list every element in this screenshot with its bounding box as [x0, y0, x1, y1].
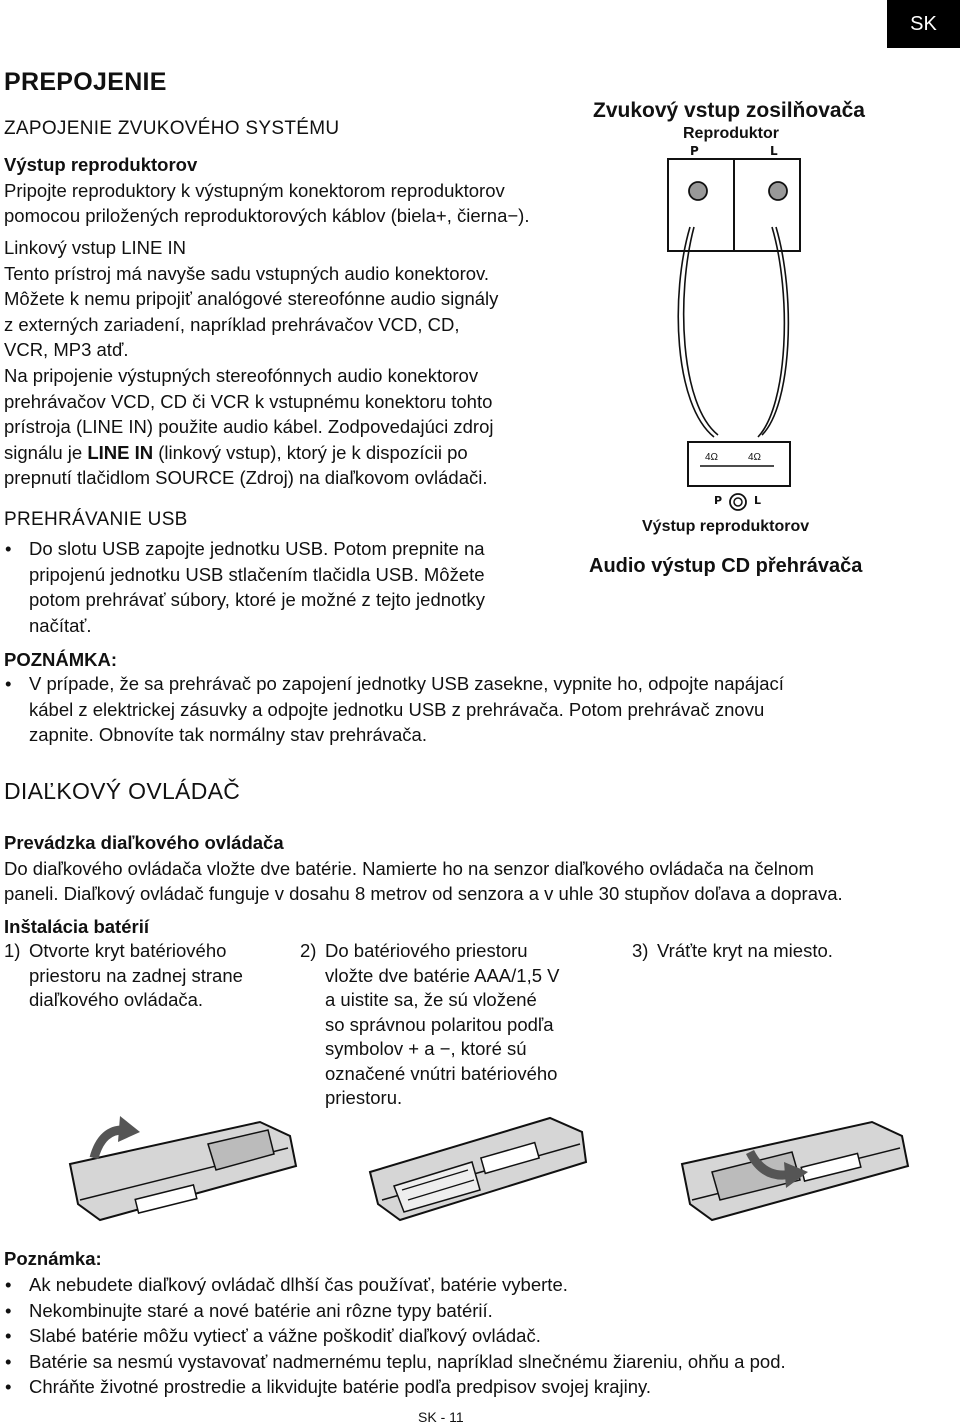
step-line: priestoru na zadnej strane: [29, 964, 243, 986]
language-tab: SK: [887, 0, 960, 48]
step-text: [657, 939, 833, 964]
note-line: kábel z elektrickej zásuvky a odpojte jednotku USB z prehrávača. Potom prehrávač znovu: [29, 698, 765, 720]
speaker-label: Reproduktor: [683, 125, 779, 142]
line-in-line: Na pripojenie výstupných stereofónnych audio konektorov: [4, 364, 479, 386]
line-in-line: z externých zariadení, napríklad prehrávačov VCD, CD,: [4, 313, 460, 335]
speaker-output-line: pomocou priložených reproduktorových káblov (biela+, čierna−).: [4, 205, 530, 227]
step-line: diaľkového ovládača.: [29, 989, 204, 1010]
page-number: SK - 11: [418, 1409, 464, 1425]
note-item: [4, 671, 934, 748]
step-number: 1): [4, 940, 21, 961]
speaker-terminal-right: [769, 182, 787, 200]
jack-right-label: L: [754, 494, 762, 507]
line-in-line: prístroja (LINE IN) použite audio kábel. Zodpovedajúci zdroj: [4, 416, 494, 438]
speaker-output-section: [4, 152, 594, 229]
step-3: [632, 939, 952, 969]
speaker-right-label: L: [770, 144, 778, 158]
note2-item: • Nekombinujte staré a nové batérie ani rôzne typy batérií.: [4, 1298, 934, 1324]
line-in-line: VCR, MP3 atď.: [4, 339, 129, 361]
step-text: [325, 939, 559, 1111]
step-line: symbolov + a −, ktoré sú: [325, 1038, 527, 1059]
note2-item: • Chráňte životné prostredie a likvidujte batérie podľa predpisov svojej krajiny.: [4, 1374, 934, 1400]
speaker-output-label: Výstup reproduktorov: [642, 518, 810, 535]
usb-line: • Do slotu USB zapojte jednotku USB. Potom prepnite na: [29, 538, 485, 559]
step-line: so správnou polaritou podľa: [325, 1013, 554, 1035]
open-arrow-icon: [118, 1116, 140, 1142]
line-in-title: Linkový vstup LINE IN: [4, 237, 186, 258]
remote-operation-title: Prevádzka diaľkového ovládača: [4, 832, 284, 853]
battery-install-title: Inštalácia batérií: [4, 916, 149, 937]
speaker-terminal-left: [689, 182, 707, 200]
line-in-line: Môžete k nemu pripojiť analógové stereofónne audio signály: [4, 288, 499, 310]
step-line: Do batériového priestoru: [325, 940, 528, 961]
usb-line: potom prehrávať súbory, ktoré je možné z tejto jednotky: [29, 589, 485, 611]
step-line: Vráťte kryt na miesto.: [657, 940, 833, 961]
line-in-line: prepnutí tlačidlom SOURCE (Zdroj) na diaľkovom ovládači.: [4, 467, 488, 489]
step-line: a uistite sa, že sú vložené: [325, 989, 537, 1010]
step-text: [29, 939, 243, 1013]
note2-item: • Slabé batérie môžu vytiecť a vážne poškodiť diaľkový ovládač.: [4, 1323, 934, 1349]
note-line: • V prípade, že sa prehrávač po zapojení jednotky USB zasekne, vypnite ho, odpojte napájací: [29, 673, 784, 694]
jack-left-label: P: [714, 494, 723, 507]
usb-heading: PREHRÁVANIE USB: [4, 509, 188, 530]
remote-close-illustration: [672, 1108, 912, 1224]
step-number: 2): [300, 940, 317, 961]
ohm-left-label: 4Ω: [705, 452, 719, 463]
audio-jack-inner: [734, 498, 742, 506]
line-in-line: prehrávačov VCD, CD či VCR k vstupnému konektoru tohto: [4, 390, 493, 412]
line-in-section: [4, 235, 584, 491]
speaker-output-line: Pripojte reproduktory k výstupným konektorom reproduktorov: [4, 179, 505, 201]
step-line: Otvorte kryt batériového: [29, 940, 227, 961]
ohm-right-label: 4Ω: [748, 452, 762, 463]
main-heading: PREPOJENIE: [4, 68, 167, 96]
usb-line: načítať.: [29, 614, 92, 636]
cd-output-label: Audio výstup CD přehrávača: [589, 555, 863, 577]
usb-line: pripojenú jednotku USB stlačením tlačidla USB. Môžete: [29, 563, 485, 585]
note-list: [4, 671, 934, 748]
line-in-text: (linkový vstup), ktorý je k dispozícii po: [153, 441, 468, 463]
speaker-left-label: P: [690, 144, 699, 158]
step-line: označené vnútri batériového: [325, 1062, 558, 1084]
diagram-title: Zvukový vstup zosilňovača: [593, 99, 865, 122]
remote-battery-illustration: [360, 1108, 590, 1224]
remote-operation-line: paneli. Diaľkový ovládač funguje v dosahu 8 metrov od senzora a v uhle 30 stupňov doľava a doprava.: [4, 883, 843, 905]
step-line: vložte dve batérie AAA/1,5 V: [325, 964, 560, 986]
step-2: [300, 939, 620, 1114]
usb-list: [4, 536, 564, 638]
remote-operation-section: [4, 830, 944, 907]
connection-diagram: [660, 155, 830, 515]
remote-open-illustration: [60, 1108, 300, 1224]
line-in-bold: LINE IN: [87, 441, 154, 463]
step-1: [4, 939, 294, 1019]
line-in-line: [4, 440, 584, 466]
note2-item: • Batérie sa nesmú vystavovať nadmernému teplu, napríklad slnečnému žiareniu, ohňu a pod.: [4, 1349, 934, 1375]
note-line: zapnite. Obnovíte tak normálny stav prehrávača.: [29, 724, 427, 746]
sound-system-heading: ZAPOJENIE ZVUKOVÉHO SYSTÉMU: [4, 118, 340, 139]
remote-operation-line: Do diaľkového ovládača vložte dve batérie. Namierte ho na senzor diaľkového ovládača na čelnom: [4, 857, 814, 879]
step-line: priestoru.: [325, 1087, 403, 1108]
speaker-output-title: Výstup reproduktorov: [4, 154, 198, 175]
note2-list: [4, 1272, 934, 1400]
note-title: POZNÁMKA:: [4, 649, 118, 670]
line-in-text: signálu je: [4, 441, 88, 463]
remote-heading: DIAĽKOVÝ OVLÁDAČ: [4, 778, 241, 804]
note2-title: Poznámka:: [4, 1248, 102, 1269]
cable-left-inner: [684, 227, 718, 435]
player-output-box: [688, 442, 790, 486]
line-in-line: Tento prístroj má navyše sadu vstupných audio konektorov.: [4, 262, 490, 284]
usb-item: [4, 536, 564, 638]
cable-right-outer: [758, 227, 784, 437]
note2-item: • Ak nebudete diaľkový ovládač dlhší čas používať, batérie vyberte.: [4, 1272, 934, 1298]
step-number: 3): [632, 940, 649, 961]
